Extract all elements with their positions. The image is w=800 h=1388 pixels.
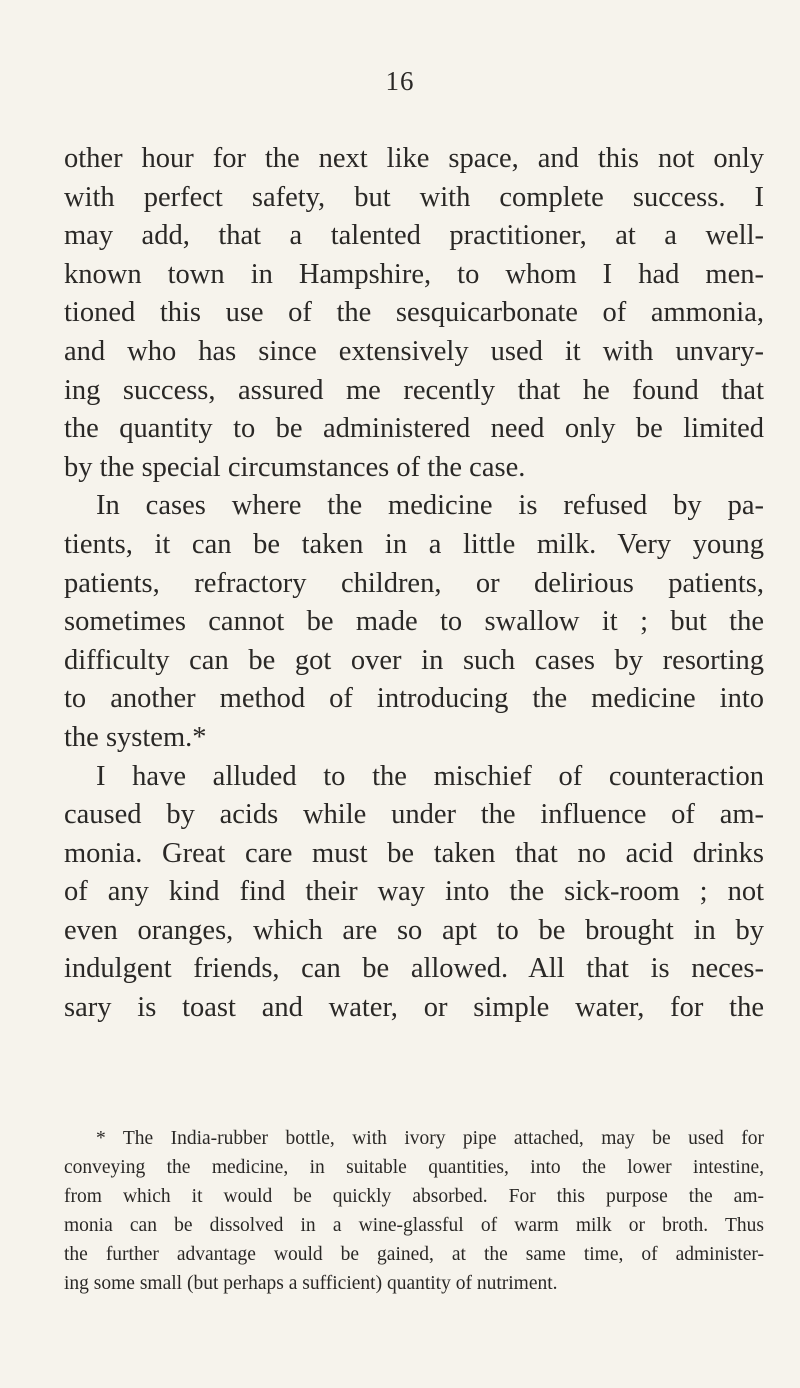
body-line: may add, that a talented practitioner, at a well-	[64, 220, 764, 252]
body-line: In cases where the medicine is refused by pa-	[96, 490, 764, 522]
body-line: even oranges, which are so apt to be brought in by	[64, 914, 764, 946]
body-line: patients, refractory children, or delirious patients,	[64, 567, 764, 599]
body-line: known town in Hampshire, to whom I had men-	[64, 258, 764, 290]
footnote-line: the further advantage would be gained, at the same time, of administer-	[64, 1244, 764, 1265]
body-line: caused by acids while under the influence of am-	[64, 799, 764, 831]
body-line: indulgent friends, can be allowed. All that is neces-	[64, 953, 764, 985]
body-line: the quantity to be administered need only be limited	[64, 413, 764, 445]
body-text	[64, 140, 764, 1028]
body-line: of any kind find their way into the sick-room ; not	[64, 876, 764, 908]
body-line: other hour for the next like space, and this not only	[64, 143, 764, 174]
body-line: sary is toast and water, or simple water, for the	[64, 992, 764, 1024]
body-line: with perfect safety, but with complete success. I	[64, 181, 764, 213]
body-line: the system.*	[64, 721, 207, 753]
footnote-line: from which it would be quickly absorbed. For this purpose the am-	[64, 1186, 764, 1207]
footnote-line: * The India-rubber bottle, with ivory pipe attached, may be used for	[96, 1128, 764, 1149]
body-line: I have alluded to the mischief of counteraction	[96, 760, 764, 792]
body-line: ing success, assured me recently that he found that	[64, 374, 764, 406]
footnote-line: conveying the medicine, in suitable quantities, into the lower intestine,	[64, 1157, 764, 1178]
page-number: 16	[385, 66, 415, 96]
body-line: and who has since extensively used it with unvary-	[64, 335, 764, 367]
footnote	[64, 1124, 764, 1298]
body-line: tioned this use of the sesquicarbonate of ammonia,	[64, 297, 764, 329]
body-line: difficulty can be got over in such cases by resorting	[64, 644, 764, 676]
body-line: by the special circumstances of the case.	[64, 451, 526, 483]
body-line: tients, it can be taken in a little milk. Very young	[64, 528, 764, 560]
body-line: sometimes cannot be made to swallow it ; but the	[64, 606, 764, 638]
body-line: monia. Great care must be taken that no acid drinks	[64, 837, 764, 869]
footnote-line: ing some small (but perhaps a sufficient) quantity of nutriment.	[64, 1273, 558, 1294]
body-line: to another method of introducing the medicine into	[64, 683, 764, 715]
footnote-line: monia can be dissolved in a wine-glassful of warm milk or broth. Thus	[64, 1215, 764, 1236]
